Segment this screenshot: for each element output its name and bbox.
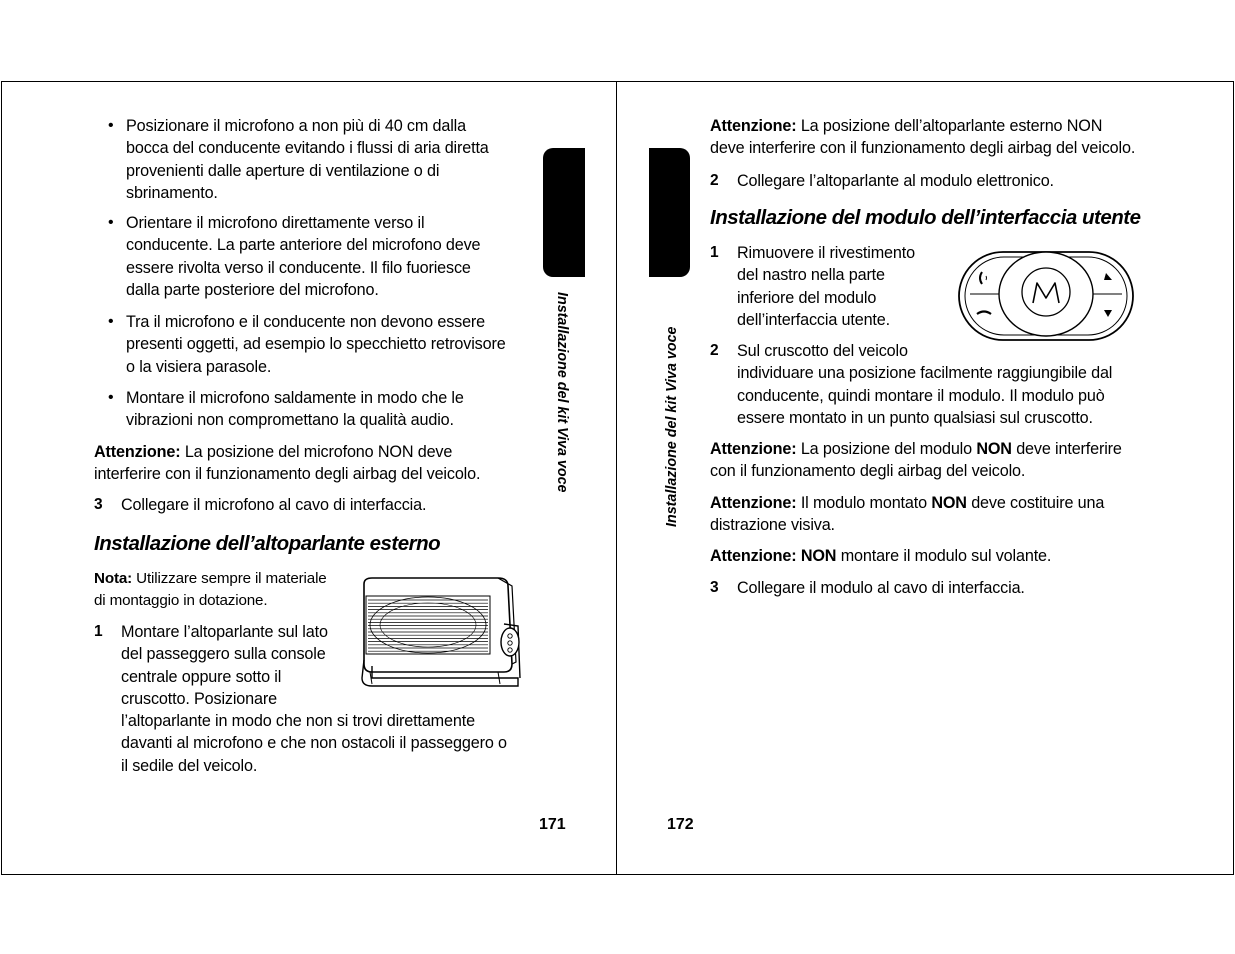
- caution-paragraph: Attenzione: Il modulo montato NON deve costituire una distrazione visiva.: [710, 494, 1105, 535]
- external-speaker-illustration: [358, 574, 528, 692]
- step-text: Sul cruscotto del veicolo individuare una posizione facilmente raggiungibile dal conducente, quindi montare il modulo. Il modulo può essere montato in un punto qualsiasi sul cruscotto.: [737, 342, 1113, 427]
- bullet-item: Posizionare il microfono a non più di 40 cm dalla bocca del conducente evitando i flussi di aria diretta provenienti dalle aperture di ventilazione o di sbrinamento.: [126, 117, 489, 202]
- caution-paragraph: Attenzione: La posizione del microfono NON deve interferire con il funzionamento degli airbag del veicolo.: [94, 443, 481, 484]
- bullet-item: Orientare il microfono direttamente verso il conducente. La parte anteriore del microfono deve essere rivolta verso il conducente. Il filo fuoriesce dalla parte posteriore del microfono.: [126, 214, 481, 299]
- page-number: 171: [539, 816, 566, 833]
- step-number: 3: [94, 496, 103, 513]
- step-number: 3: [710, 579, 719, 596]
- step-number: 2: [710, 172, 719, 189]
- bullet-dot: •: [108, 389, 114, 406]
- step-number: 2: [710, 342, 719, 359]
- bullet-dot: •: [108, 117, 114, 134]
- interface-module-illustration: [956, 248, 1136, 344]
- step-number: 1: [710, 244, 719, 261]
- bullet-dot: •: [108, 214, 114, 231]
- caution-paragraph: Attenzione: NON montare il modulo sul volante.: [710, 547, 1052, 565]
- page-divider: [616, 81, 617, 875]
- step-number: 1: [94, 623, 103, 640]
- caution-paragraph: Attenzione: La posizione dell’altoparlante esterno NON deve interferire con il funzionamento degli airbag del veicolo.: [710, 117, 1136, 158]
- section-heading: Installazione dell’altoparlante esterno: [94, 532, 441, 555]
- bullet-item: Montare il microfono saldamente in modo che le vibrazioni non compromettano la qualità audio.: [126, 389, 464, 430]
- section-heading: Installazione del modulo dell’interfaccia utente: [710, 206, 1141, 229]
- bullet-dot: •: [108, 313, 114, 330]
- section-tab: [649, 148, 690, 277]
- vertical-section-title: Installazione del kit Viva voce: [554, 292, 570, 493]
- step-text: Collegare l’altoparlante al modulo elettronico.: [737, 172, 1054, 190]
- note-paragraph: Nota: Utilizzare sempre il materiale di montaggio in dotazione.: [94, 570, 327, 610]
- vertical-section-title: Installazione del kit Viva voce: [664, 326, 680, 527]
- caution-paragraph: Attenzione: La posizione del modulo NON deve interferire con il funzionamento degli airbag del veicolo.: [710, 440, 1122, 481]
- step-text: Collegare il modulo al cavo di interfaccia.: [737, 579, 1025, 597]
- step-text: Montare l’altoparlante sul lato del passeggero sulla console centrale oppure sotto il cruscotto. Posizionare l’altoparlante in modo che non si trovi direttamente davanti al microfono e che non ostacoli il passeggero o il sedile del veicolo.: [121, 623, 507, 775]
- page-number: 172: [667, 816, 694, 833]
- bullet-item: Tra il microfono e il conducente non devono essere presenti oggetti, ad esempio lo specchietto retrovisore o la visiera parasole.: [126, 313, 506, 376]
- section-tab: [543, 148, 585, 277]
- step-text: Rimuovere il rivestimento del nastro nella parte inferiore del modulo dell’interfaccia utente.: [737, 244, 915, 329]
- step-text: Collegare il microfono al cavo di interfaccia.: [121, 496, 427, 514]
